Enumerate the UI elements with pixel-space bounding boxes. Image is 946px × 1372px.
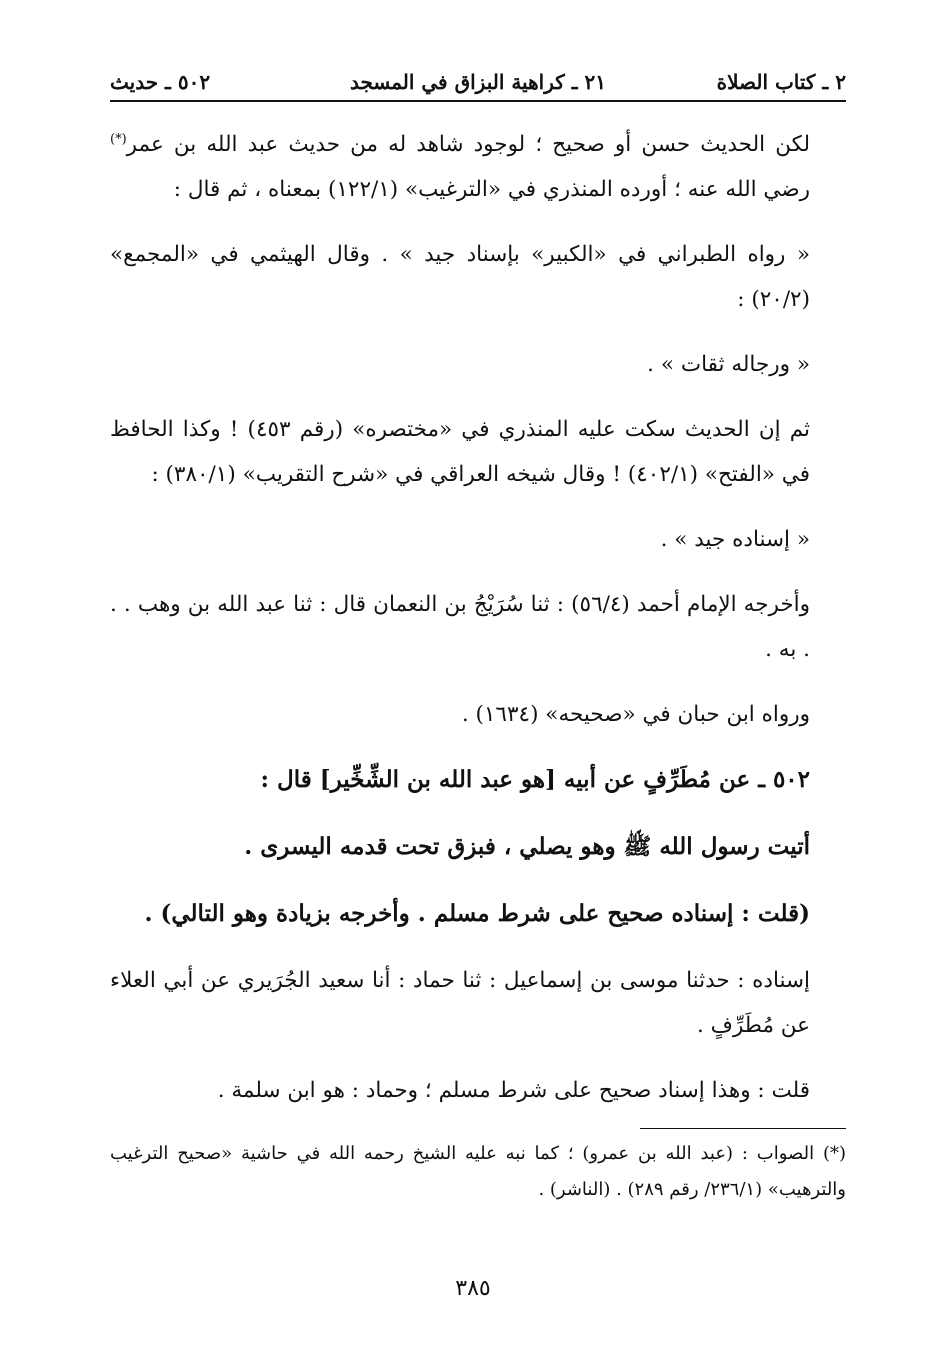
paragraph-3: « ورجاله ثقات » . <box>647 352 810 377</box>
author-comment: قلت : وهذا إسناد صحيح على شرط مسلم ؛ وحماد : هو ابن سلمة . <box>217 1078 810 1103</box>
page-number: ٣٨٥ <box>455 1276 491 1301</box>
hadith-heading: ٥٠٢ ـ عن مُطَرِّفٍ عن أبيه [هو عبد الله بن الشِّخِّير] قال : <box>260 766 810 793</box>
paragraph-1 <box>110 122 846 212</box>
paragraph-6: وأخرجه الإمام أحمد (٥٦/٤) : ثنا سُرَيْجُ بن النعمان قال : ثنا عبد الله بن وهب . . . به . <box>110 592 811 662</box>
hadith-text: أتيت رسول الله ﷺ وهو يصلي ، فبزق تحت قدمه اليسرى . <box>244 833 810 860</box>
paragraph-5: « إسناده جيد » . <box>660 527 810 552</box>
hadith-grading: (قلت : إسناده صحيح على شرط مسلم . وأخرجه بزيادة وهو التالي) . <box>144 900 810 927</box>
paragraph-4: ثم إن الحديث سكت عليه المنذري في «مختصره» (رقم ٤٥٣) ! وكذا الحافظ في «الفتح» (٤٠٢/١) ! وقال شيخه العراقي في «شرح التقريب» (٣٨٠/١) : <box>110 417 811 487</box>
running-header <box>110 62 846 102</box>
footnote: (*) الصواب : (عبد الله بن عمرو) ؛ كما نبه عليه الشيخ رحمه الله في حاشية «صحيح الترغيب والترهيب» (٢٣٦/١/ رقم ٢٨٩) . (الناشر) . <box>110 1143 846 1200</box>
paragraph-1-text-a: لكن الحديث حسن أو صحيح ؛ لوجود شاهد له من حديث عبد الله بن عمر <box>126 132 810 157</box>
paragraph-2: « رواه الطبراني في «الكبير» بإسناد جيد » . وقال الهيثمي في «المجمع» (٢٠/٢) : <box>110 242 810 312</box>
isnad-paragraph: إسناده : حدثنا موسى بن إسماعيل : ثنا حماد : أنا سعيد الجُرَيري عن أبي العلاء عن مُطَرِّفٍ . <box>110 968 810 1038</box>
header-chapter-title: ٢١ ـ كراهية البزاق في المسجد <box>349 70 607 94</box>
header-hadith-number: ٥٠٢ ـ حديث <box>110 70 211 94</box>
footnote-marker[interactable]: (*) <box>110 131 127 147</box>
main-text <box>110 122 846 1133</box>
paragraph-1-text-b: رضي الله عنه ؛ أورده المنذري في «الترغيب» (١٢٢/١) بمعناه ، ثم قال : <box>173 177 810 202</box>
paragraph-7: ورواه ابن حبان في «صحيحه» (١٦٣٤) . <box>461 702 810 727</box>
header-book-title: ٢ ـ كتاب الصلاة <box>716 70 846 94</box>
footnote-separator <box>640 1128 846 1129</box>
